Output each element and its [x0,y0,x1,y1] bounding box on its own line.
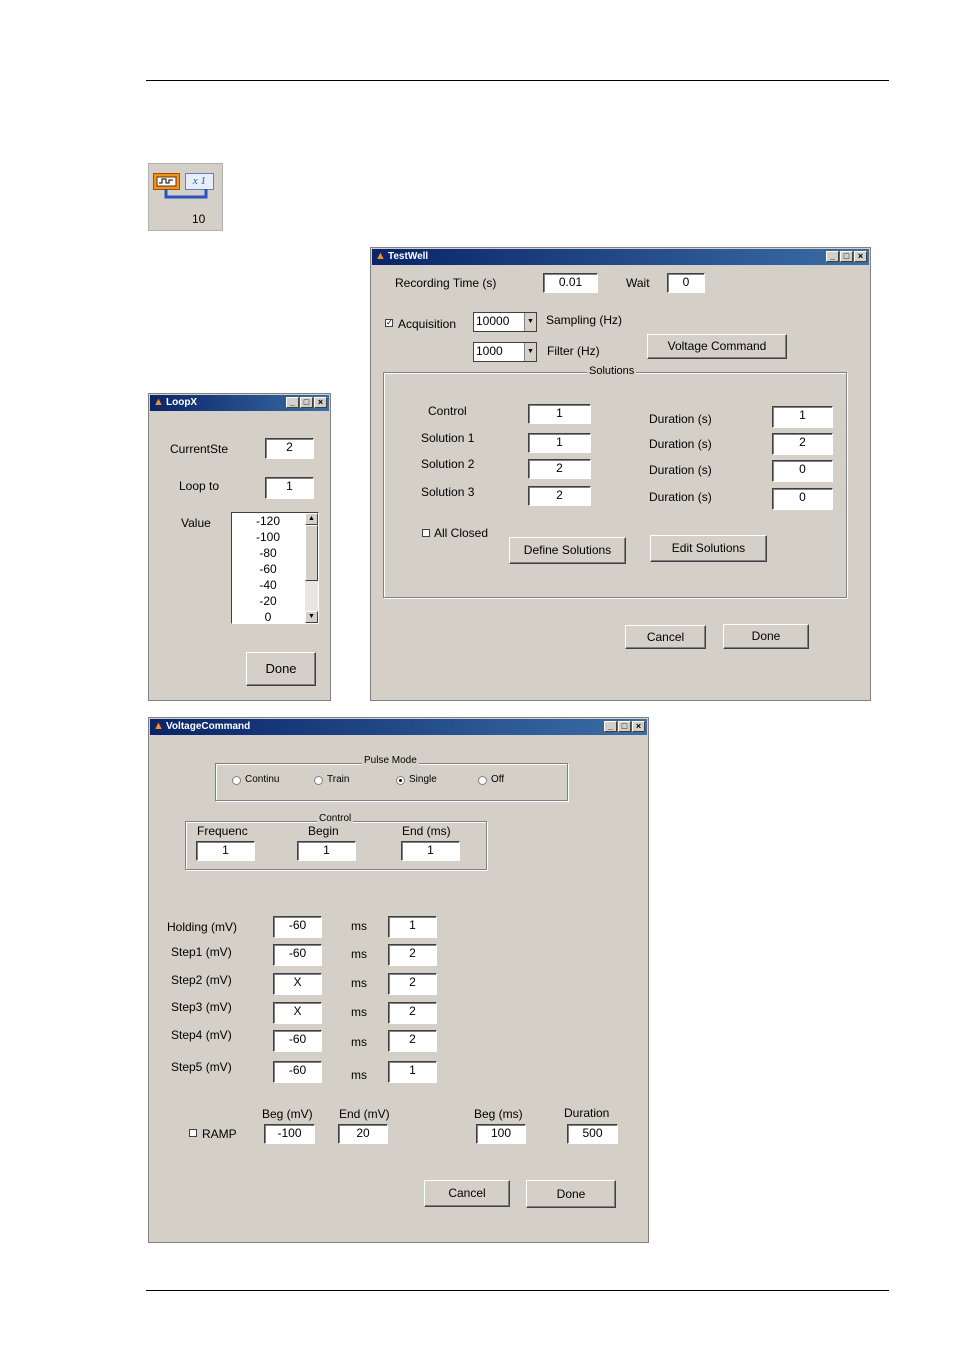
voltagecommand-window [148,717,649,1243]
filter-select[interactable] [473,342,537,362]
window-title: LoopX [166,397,198,408]
solution-2-label: Solution 2 [421,457,475,471]
list-item[interactable]: -120 [255,514,281,528]
duration-label: Duration (s) [649,437,712,451]
cancel-button[interactable]: Cancel [424,1180,510,1207]
end-ms-field[interactable]: 1 [401,841,460,861]
ramp-end-mv-label: End (mV) [339,1107,390,1121]
step5-field[interactable]: -60 [273,1061,322,1083]
scroll-thumb[interactable] [305,525,318,581]
ramp-beg-mv-label: Beg (mV) [262,1107,313,1121]
ramp-beg-mv-field[interactable]: -100 [264,1124,315,1144]
step1-field[interactable]: -60 [273,944,322,966]
close-button[interactable]: × [632,721,645,732]
solutions-group-title: Solutions [589,365,635,377]
matlab-icon: ▲ [153,396,164,408]
pulse-mode-title: Pulse Mode [364,755,417,766]
matlab-icon: ▲ [375,250,386,262]
acquisition-label: Acquisition [398,317,457,331]
solution-3-duration-field[interactable]: 0 [772,488,833,510]
multiply-x1-icon: x 1 [185,173,214,190]
solution-3-field[interactable]: 2 [528,486,591,506]
chevron-down-icon: ▼ [524,313,536,331]
radio-single-label: Single [409,774,437,785]
solution-1-label: Solution 1 [421,431,475,445]
step5-label: Step5 (mV) [171,1060,232,1074]
minimize-button[interactable]: _ [604,721,617,732]
radio-continu-label: Continu [245,774,280,785]
step2-ms-field[interactable]: 2 [388,973,437,995]
current-step-label: CurrentSte [170,442,229,456]
testwell-titlebar[interactable] [372,249,869,265]
frequenc-label: Frequenc [197,824,248,838]
value-list[interactable] [231,512,319,624]
define-solutions-button[interactable]: Define Solutions [509,537,626,564]
current-step-field[interactable]: 2 [265,438,314,459]
duration-label: Duration (s) [649,490,712,504]
frequenc-field[interactable]: 1 [196,841,255,861]
holding-ms-field[interactable]: 1 [388,916,437,938]
ms-label: ms [351,1035,367,1049]
maximize-button[interactable]: □ [618,721,631,732]
matlab-icon: ▲ [153,720,164,732]
window-title: VoltageCommand [166,721,251,732]
step5-ms-field[interactable]: 1 [388,1061,437,1083]
holding-label: Holding (mV) [167,920,238,934]
recording-time-field[interactable]: 0.01 [543,273,598,293]
ramp-beg-ms-label: Beg (ms) [474,1107,523,1121]
holding-field[interactable]: -60 [273,916,322,938]
ramp-duration-label: Duration [564,1106,610,1120]
block-count: 10 [192,212,206,226]
control-duration-field[interactable]: 1 [772,406,833,428]
ms-label: ms [351,919,367,933]
list-item[interactable]: -80 [259,546,277,560]
testwell-window [370,247,871,701]
sampling-select[interactable] [473,312,537,332]
list-item[interactable]: -60 [259,562,277,576]
recording-time-label: Recording Time (s) [395,276,497,290]
ramp-checkbox[interactable] [189,1129,197,1137]
top-rule [146,80,889,81]
bottom-rule [146,1290,889,1291]
step3-field[interactable]: X [273,1002,322,1024]
solution-1-duration-field[interactable]: 2 [772,433,833,455]
solution-1-field[interactable]: 1 [528,433,591,453]
filter-label: Filter (Hz) [547,344,600,358]
radio-train[interactable] [314,776,323,785]
all-closed-checkbox[interactable] [422,529,430,537]
ramp-duration-field[interactable]: 500 [567,1124,618,1144]
ramp-end-mv-field[interactable]: 20 [338,1124,388,1144]
minimize-button[interactable]: _ [286,397,299,408]
ms-label: ms [351,1068,367,1082]
step3-ms-field[interactable]: 2 [388,1002,437,1024]
loopx-titlebar[interactable] [150,395,329,411]
wait-field[interactable]: 0 [667,273,705,293]
step1-label: Step1 (mV) [171,945,232,959]
ramp-label: RAMP [202,1127,237,1141]
control-field[interactable]: 1 [528,404,591,424]
wait-label: Wait [626,276,650,290]
loop-to-field[interactable]: 1 [265,477,314,499]
step2-label: Step2 (mV) [171,973,232,987]
ms-label: ms [351,976,367,990]
loop-to-label: Loop to [179,479,220,493]
voltagecommand-titlebar[interactable] [150,719,647,735]
end-ms-label: End (ms) [402,824,451,838]
loopx-window [148,393,331,701]
close-button[interactable]: × [854,251,867,262]
solution-3-label: Solution 3 [421,485,475,499]
step4-label: Step4 (mV) [171,1028,232,1042]
ms-label: ms [351,1005,367,1019]
window-title: TestWell [388,251,429,262]
value-label: Value [181,516,211,530]
maximize-button[interactable]: □ [300,397,313,408]
control-label: Control [428,404,467,418]
solution-2-field[interactable]: 2 [528,459,591,479]
list-item[interactable]: -100 [255,530,281,544]
begin-field[interactable]: 1 [297,841,356,861]
solution-2-duration-field[interactable]: 0 [772,460,833,482]
radio-off[interactable] [478,776,487,785]
step4-field[interactable]: -60 [273,1030,322,1052]
voltage-command-button[interactable]: Voltage Command [647,334,787,359]
done-button[interactable]: Done [246,652,316,686]
begin-label: Begin [308,824,339,838]
step4-ms-field[interactable]: 2 [388,1030,437,1052]
sampling-label: Sampling (Hz) [546,313,623,327]
radio-off-label: Off [491,774,505,785]
ms-label: ms [351,947,367,961]
waveform-icon [153,173,180,190]
radio-single[interactable] [396,776,405,785]
acquisition-checkbox[interactable]: ✓ [386,318,393,327]
step2-field[interactable]: X [273,973,322,995]
duration-label: Duration (s) [649,412,712,426]
radio-continu[interactable] [232,776,241,785]
list-item[interactable]: -20 [259,594,277,608]
control-group-title: Control [319,813,352,824]
step3-label: Step3 (mV) [171,1000,232,1014]
ramp-beg-ms-field[interactable]: 100 [476,1124,526,1144]
done-button[interactable]: Done [526,1180,616,1208]
value-list-scrollbar[interactable] [305,513,318,623]
radio-train-label: Train [327,774,350,785]
maximize-button[interactable]: □ [840,251,853,262]
minimize-button[interactable]: _ [826,251,839,262]
scroll-down-icon[interactable]: ▼ [305,611,318,623]
chevron-down-icon: ▼ [524,343,536,361]
close-button[interactable]: × [314,397,327,408]
done-button[interactable]: Done [723,624,809,649]
cancel-button[interactable]: Cancel [625,625,706,649]
block-icon[interactable] [148,163,223,231]
scroll-up-icon[interactable]: ▲ [305,513,318,525]
list-item[interactable]: 0 [264,610,272,624]
list-item[interactable]: -40 [259,578,277,592]
edit-solutions-button[interactable]: Edit Solutions [650,535,767,562]
sampling-value: 10000 [476,314,510,328]
duration-label: Duration (s) [649,463,712,477]
all-closed-label: All Closed [434,526,489,540]
connector-icon [163,189,211,201]
filter-value: 1000 [476,344,503,358]
step1-ms-field[interactable]: 2 [388,944,437,966]
